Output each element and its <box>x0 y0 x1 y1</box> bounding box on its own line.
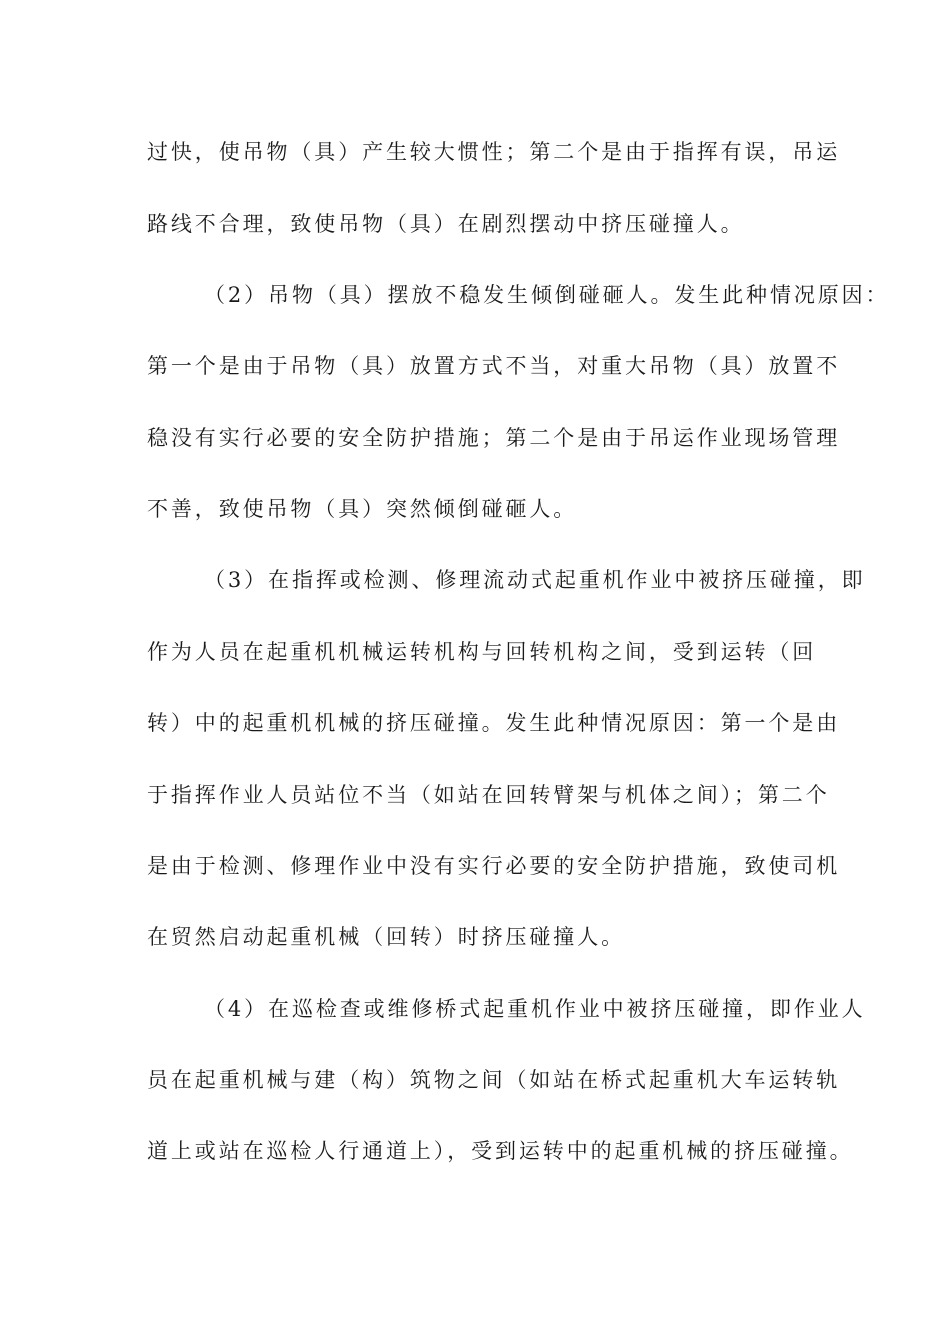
text-line: 过快，使吊物（具）产生较大惯性；第二个是由于指挥有误，吊运 <box>147 140 841 164</box>
text-line: 员在起重机械与建（构）筑物之间（如站在桥式起重机大车运转轨 <box>147 1068 841 1092</box>
text-line: 道上或站在巡检人行通道上），受到运转中的起重机械的挤压碰撞。 <box>147 1139 854 1163</box>
text-line: 路线不合理，致使吊物（具）在剧烈摆动中挤压碰撞人。 <box>147 212 745 236</box>
text-line: 第一个是由于吊物（具）放置方式不当，对重大吊物（具）放置不 <box>147 354 841 378</box>
text-line: 稳没有实行必要的安全防护措施；第二个是由于吊运作业现场管理 <box>147 426 841 450</box>
text-line: 是由于检测、修理作业中没有实行必要的安全防护措施，致使司机 <box>147 854 841 878</box>
text-line: 转）中的起重机机械的挤压碰撞。发生此种情况原因：第一个是由 <box>147 711 841 735</box>
text-line: 作为人员在起重机机械运转机构与回转机构之间，受到运转（回 <box>147 640 817 664</box>
paragraph-3-start: （3）在指挥或检测、修理流动式起重机作业中被挤压碰撞，即 <box>204 568 866 592</box>
text-line: 于指挥作业人员站位不当（如站在回转臂架与机体之间）；第二个 <box>147 783 830 807</box>
paragraph-2-start: （2）吊物（具）摆放不稳发生倾倒碰砸人。发生此种情况原因： <box>204 283 890 307</box>
text-line: 在贸然启动起重机械（回转）时挤压碰撞人。 <box>147 925 625 949</box>
text-line: 不善，致使吊物（具）突然倾倒碰砸人。 <box>147 497 578 521</box>
paragraph-4-start: （4）在巡检查或维修桥式起重机作业中被挤压碰撞，即作业人 <box>204 997 866 1021</box>
